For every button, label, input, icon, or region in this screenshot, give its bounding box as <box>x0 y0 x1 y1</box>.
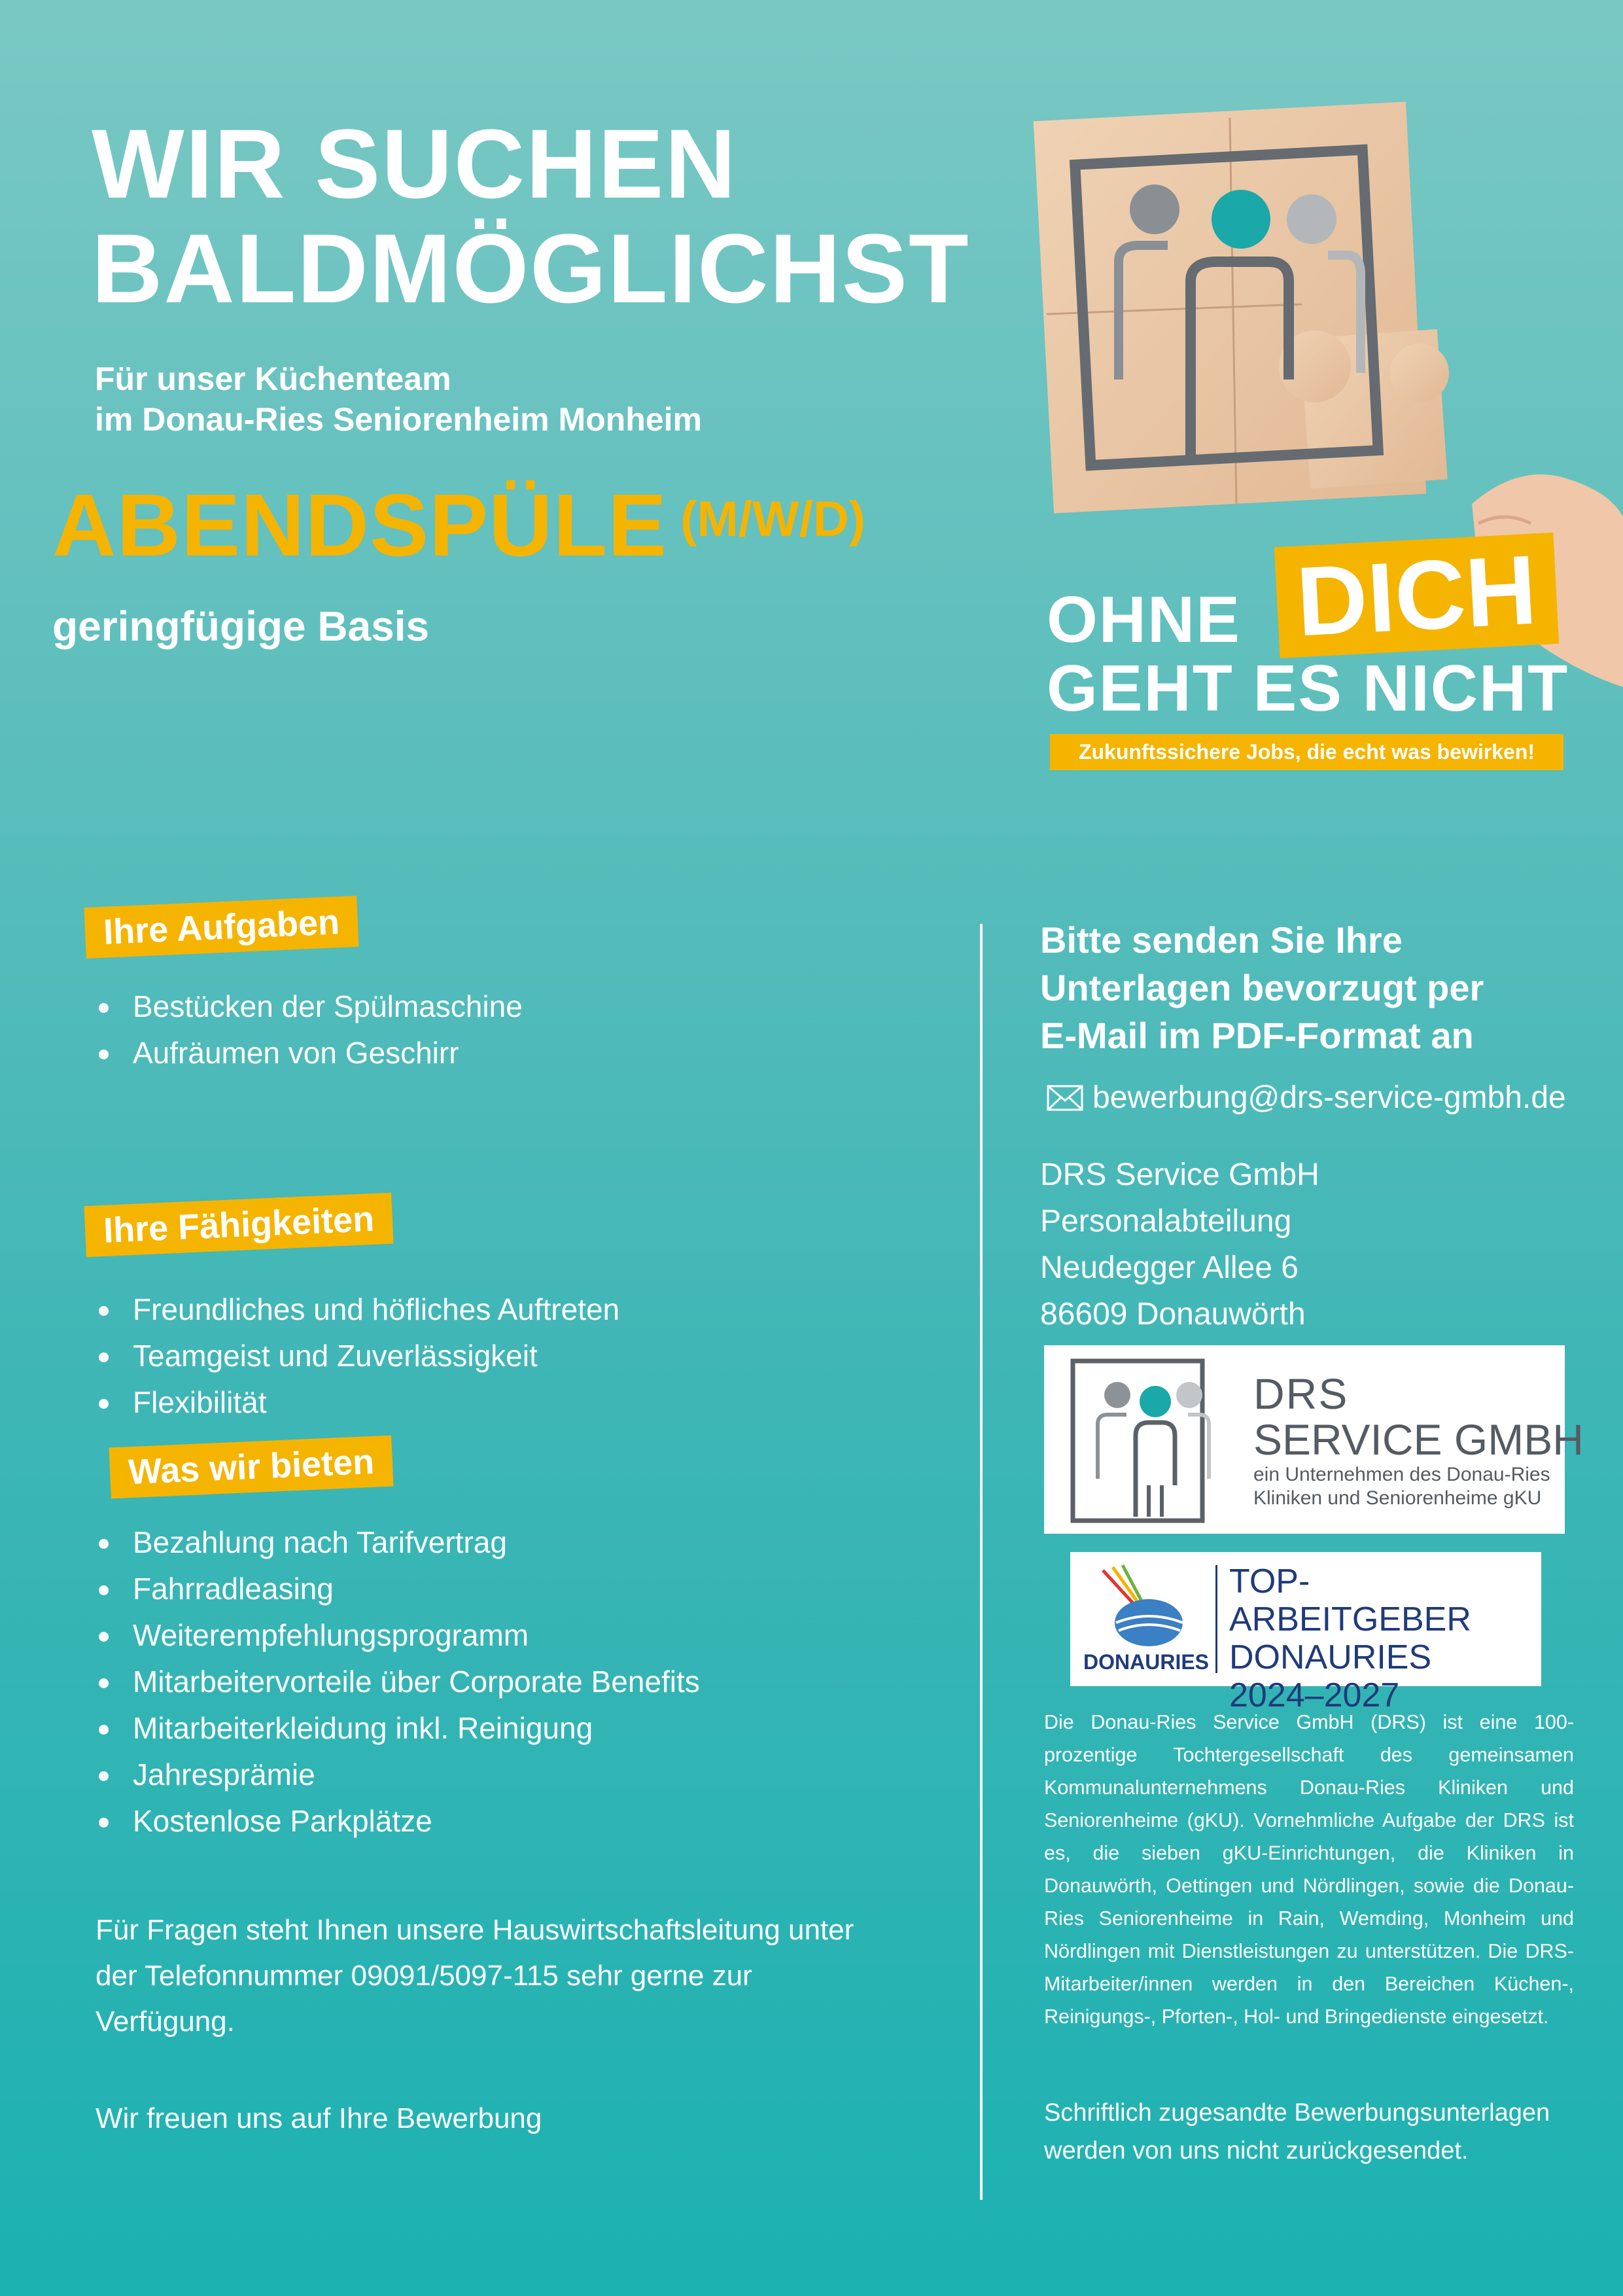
list-item: Weiterempfehlungsprogramm <box>94 1612 700 1659</box>
slogan-ohne: OHNE <box>1047 583 1241 656</box>
postal-address <box>1040 1152 1319 1337</box>
slogan-geht: GEHT ES NICHT <box>1047 652 1569 725</box>
drs-service-logo <box>1044 1345 1584 1534</box>
email-contact[interactable] <box>1047 1080 1566 1116</box>
headline <box>92 109 970 324</box>
top-arbeitgeber-badge <box>1070 1552 1541 1714</box>
closing-text: Wir freuen uns auf Ihre Bewerbung <box>96 2102 542 2134</box>
subline-line1: Für unser Küchenteam <box>95 361 451 397</box>
badge-brand: DONAURIES <box>1083 1650 1210 1674</box>
badge-divider <box>1215 1565 1217 1673</box>
list-item: Aufräumen von Geschirr <box>94 1030 523 1076</box>
slogan-tagline-box <box>1050 734 1563 770</box>
company-description: Die Donau-Ries Service GmbH (DRS) ist eine 100- prozentige Tochtergesellschaft des gemeinsamen Kommunalunternehmens Donau-Ries Kliniken und Seniorenheime (gKU). Vornehmliche Aufgabe der DRS ist es, die sieben gKU-Einrichtungen, die Kliniken in Donauwörth, Oettingen und Nördlingen, sowie die Donau-Ries Seniorenheime in Rain, Wemding, Monheim und Nördlingen mit Dienstleistungen zu unterstützen. Die DRS-Mitarbeiter/innen werden in den Bereichen Küchen-, Reinigungs-, Pforten-, Hol- und Bringedienste eingesetzt. <box>1044 1711 1574 2028</box>
drs-figures-icon <box>1064 1354 1234 1525</box>
slogan-tagline: Zukunftssichere Jobs, die echt was bewirken! <box>1078 740 1535 764</box>
headline-line2: BALDMÖGLICHST <box>92 213 970 323</box>
apply-instructions <box>1040 916 1484 1059</box>
subline <box>95 359 702 440</box>
employment-type: geringfügige Basis <box>52 603 430 650</box>
badge-line1: TOP-ARBEITGEBER <box>1229 1563 1471 1638</box>
list-item: Bestücken der Spülmaschine <box>94 983 523 1030</box>
list-item: Kostenlose Parkplätze <box>94 1798 700 1845</box>
list-item: Fahrradleasing <box>94 1566 700 1612</box>
envelope-icon <box>1047 1085 1083 1111</box>
return-notice <box>1044 2094 1550 2170</box>
questions-text <box>96 1907 854 2045</box>
subline-line2: im Donau-Ries Seniorenheim Monheim <box>95 401 702 438</box>
section-label-aufgaben: Ihre Aufgaben <box>84 896 358 959</box>
job-title-suffix: (M/W/D) <box>680 491 865 547</box>
job-title <box>52 474 865 576</box>
slogan-dich-box <box>1274 533 1559 658</box>
questions-line3: Verfügung. <box>96 2005 235 2038</box>
questions-line1: Für Fragen steht Ihnen unsere Hauswirtschaftsleitung unter <box>96 1914 854 1946</box>
drs-logo-line3: ein Unternehmen des Donau-Ries <box>1253 1464 1550 1485</box>
badge-line2: DONAURIES <box>1229 1638 1432 1676</box>
list-item: Bezahlung nach Tarifvertrag <box>94 1519 700 1566</box>
list-item: Mitarbeitervorteile über Corporate Benefits <box>94 1659 700 1705</box>
apply-line1: Bitte senden Sie Ihre <box>1040 919 1403 961</box>
questions-line2: der Telefonnummer 09091/5097-115 sehr gerne zur <box>96 1960 752 1992</box>
drs-logo-subtitle <box>1253 1463 1550 1510</box>
address-city: 86609 Donauwörth <box>1040 1297 1306 1332</box>
address-company: DRS Service GmbH <box>1040 1157 1319 1192</box>
bieten-list <box>94 1519 700 1845</box>
list-item: Teamgeist und Zuverlässigkeit <box>94 1333 620 1379</box>
apply-line2: Unterlagen bevorzugt per <box>1040 967 1484 1008</box>
job-title-main: ABENDSPÜLE <box>52 476 668 574</box>
donauries-emblem-icon <box>1077 1557 1208 1649</box>
section-label-faehigkeiten: Ihre Fähigkeiten <box>84 1193 394 1257</box>
notice-line2: werden von uns nicht zurückgesendet. <box>1044 2137 1469 2164</box>
address-street: Neudegger Allee 6 <box>1040 1250 1299 1285</box>
slogan-dich: DICH <box>1293 534 1539 657</box>
drs-logo-line4: Kliniken und Seniorenheime gKU <box>1253 1487 1542 1509</box>
column-divider <box>980 924 983 2200</box>
address-department: Personalabteilung <box>1040 1204 1292 1239</box>
badge-line3: 2024–2027 <box>1229 1676 1400 1714</box>
drs-logo-line2: SERVICE GMBH <box>1253 1415 1584 1464</box>
apply-line3: E-Mail im PDF-Format an <box>1040 1015 1474 1056</box>
headline-line1: WIR SUCHEN <box>92 109 737 219</box>
list-item: Mitarbeiterkleidung inkl. Reinigung <box>94 1705 700 1752</box>
aufgaben-list <box>94 983 523 1076</box>
list-item: Jahresprämie <box>94 1752 700 1798</box>
notice-line1: Schriftlich zugesandte Bewerbungsunterlagen <box>1044 2099 1550 2127</box>
email-link[interactable]: bewerbung@drs-service-gmbh.de <box>1092 1080 1566 1115</box>
list-item: Freundliches und höfliches Auftreten <box>94 1286 620 1333</box>
list-item: Flexibilität <box>94 1379 620 1426</box>
badge-text <box>1229 1563 1541 1714</box>
drs-logo-line1: DRS <box>1253 1369 1349 1418</box>
section-label-bieten: Was wir bieten <box>109 1436 394 1499</box>
faehigkeiten-list <box>94 1286 620 1426</box>
